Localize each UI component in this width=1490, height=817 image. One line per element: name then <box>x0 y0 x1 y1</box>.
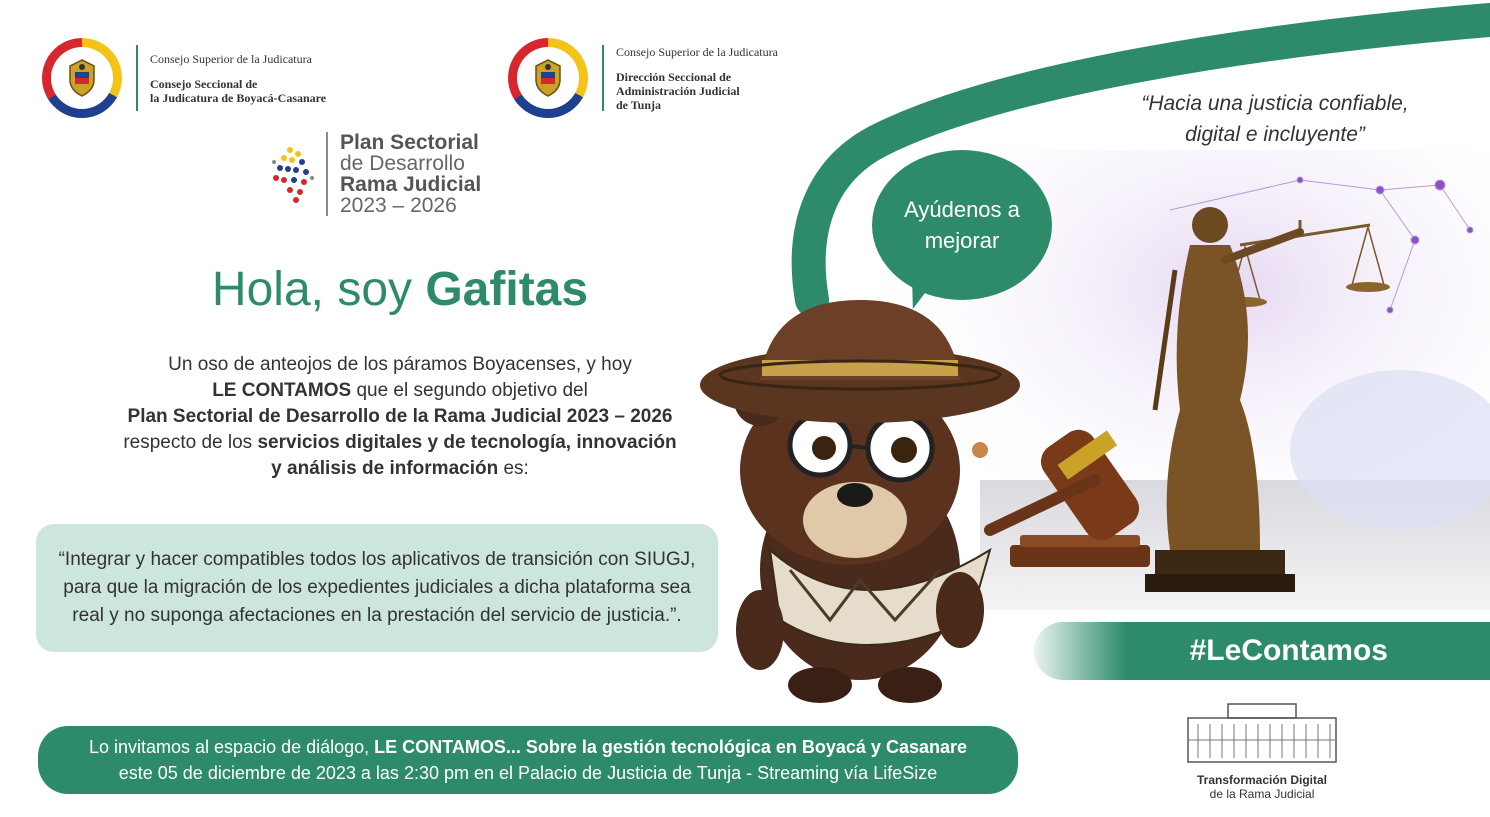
bubble-line1: Ayúdenos a <box>904 197 1020 222</box>
logo2-line3: Administración Judicial <box>616 83 740 98</box>
title-prefix: Hola, soy <box>211 263 426 316</box>
intro-line2-bold: LE CONTAMOS <box>212 380 352 401</box>
slogan <box>1080 88 1470 150</box>
intro-line1: Un oso de anteojos de los páramos Boyacenses, y hoy <box>168 354 632 375</box>
page-title <box>0 262 800 317</box>
invite-line1-text: Lo invitamos al espacio de diálogo, <box>88 737 375 757</box>
plan-line2: de Desarrollo <box>340 152 465 175</box>
invitation-banner <box>38 726 1018 794</box>
logo1-line1: Consejo Superior de la Judicatura <box>150 51 312 66</box>
hashtag-banner: #LeContamos <box>1034 622 1490 680</box>
logo1-line2: Consejo Seccional de <box>150 76 258 91</box>
intro-line5-bold: y análisis de información <box>271 458 499 479</box>
objective-quote: “Integrar y hacer compatibles todos los aplicativos de transición con SIUGJ, para que la migración de los expedientes judiciales a dicha plataforma sea real y no suponga afectaciones en la prestación del servicio de justicia.”. <box>36 524 718 652</box>
intro-line5-text: es: <box>498 458 529 479</box>
plan-sectorial-logo <box>268 132 481 216</box>
plan-line3: Rama Judicial <box>340 173 482 196</box>
intro-line4 <box>20 430 780 456</box>
plan-line1: Plan Sectorial <box>340 131 479 154</box>
logo2-line1: Consejo Superior de la Judicatura <box>616 44 778 59</box>
intro-line2 <box>20 378 780 404</box>
logo-divider <box>136 45 138 111</box>
logo2-line2: Dirección Seccional de <box>616 69 732 84</box>
invite-line1 <box>38 734 1018 760</box>
intro-paragraph <box>20 352 780 482</box>
intro-line3-bold: Plan Sectorial de Desarrollo de la Rama Judicial 2023 – 2026 <box>127 406 673 427</box>
intro-line3 <box>20 404 780 430</box>
invite-line1-bold: LE CONTAMOS... Sobre la gestión tecnológica en Boyacá y Casanare <box>374 737 967 757</box>
logo1-line3: la Judicatura de Boyacá-Casanare <box>150 90 327 105</box>
slogan-line2: digital e incluyente” <box>1185 123 1365 146</box>
bubble-line2: mejorar <box>924 228 1000 253</box>
intro-line4-text: respecto de los <box>123 432 258 453</box>
intro-line2-text: que el segundo objetivo del <box>351 380 588 401</box>
transformacion-digital-logo <box>1182 700 1342 801</box>
title-name: Gafitas <box>425 263 589 316</box>
plan-divider <box>326 132 328 216</box>
colombia-map-icon <box>268 142 320 206</box>
colombia-seal-icon <box>508 38 588 118</box>
td-logo-line1: Transformación Digital <box>1196 773 1328 787</box>
intro-line5 <box>20 456 780 482</box>
td-logo-line2: de la Rama Judicial <box>1209 787 1315 801</box>
intro-line4-bold: servicios digitales y de tecnología, innovación <box>257 432 677 453</box>
logo-consejo-seccional <box>42 38 326 118</box>
slogan-line1: “Hacia una justicia confiable, <box>1141 92 1409 115</box>
logo-direccion-seccional <box>508 38 778 118</box>
speech-bubble <box>872 150 1052 300</box>
logo-divider <box>602 45 604 111</box>
colombia-seal-icon <box>42 38 122 118</box>
invite-line2: este 05 de diciembre de 2023 a las 2:30 pm en el Palacio de Justicia de Tunja - Streaming vía LifeSize <box>118 763 938 783</box>
plan-line4: 2023 – 2026 <box>340 194 457 217</box>
palace-of-justice-icon <box>1184 700 1340 766</box>
logo2-line4: de Tunja <box>616 97 662 112</box>
